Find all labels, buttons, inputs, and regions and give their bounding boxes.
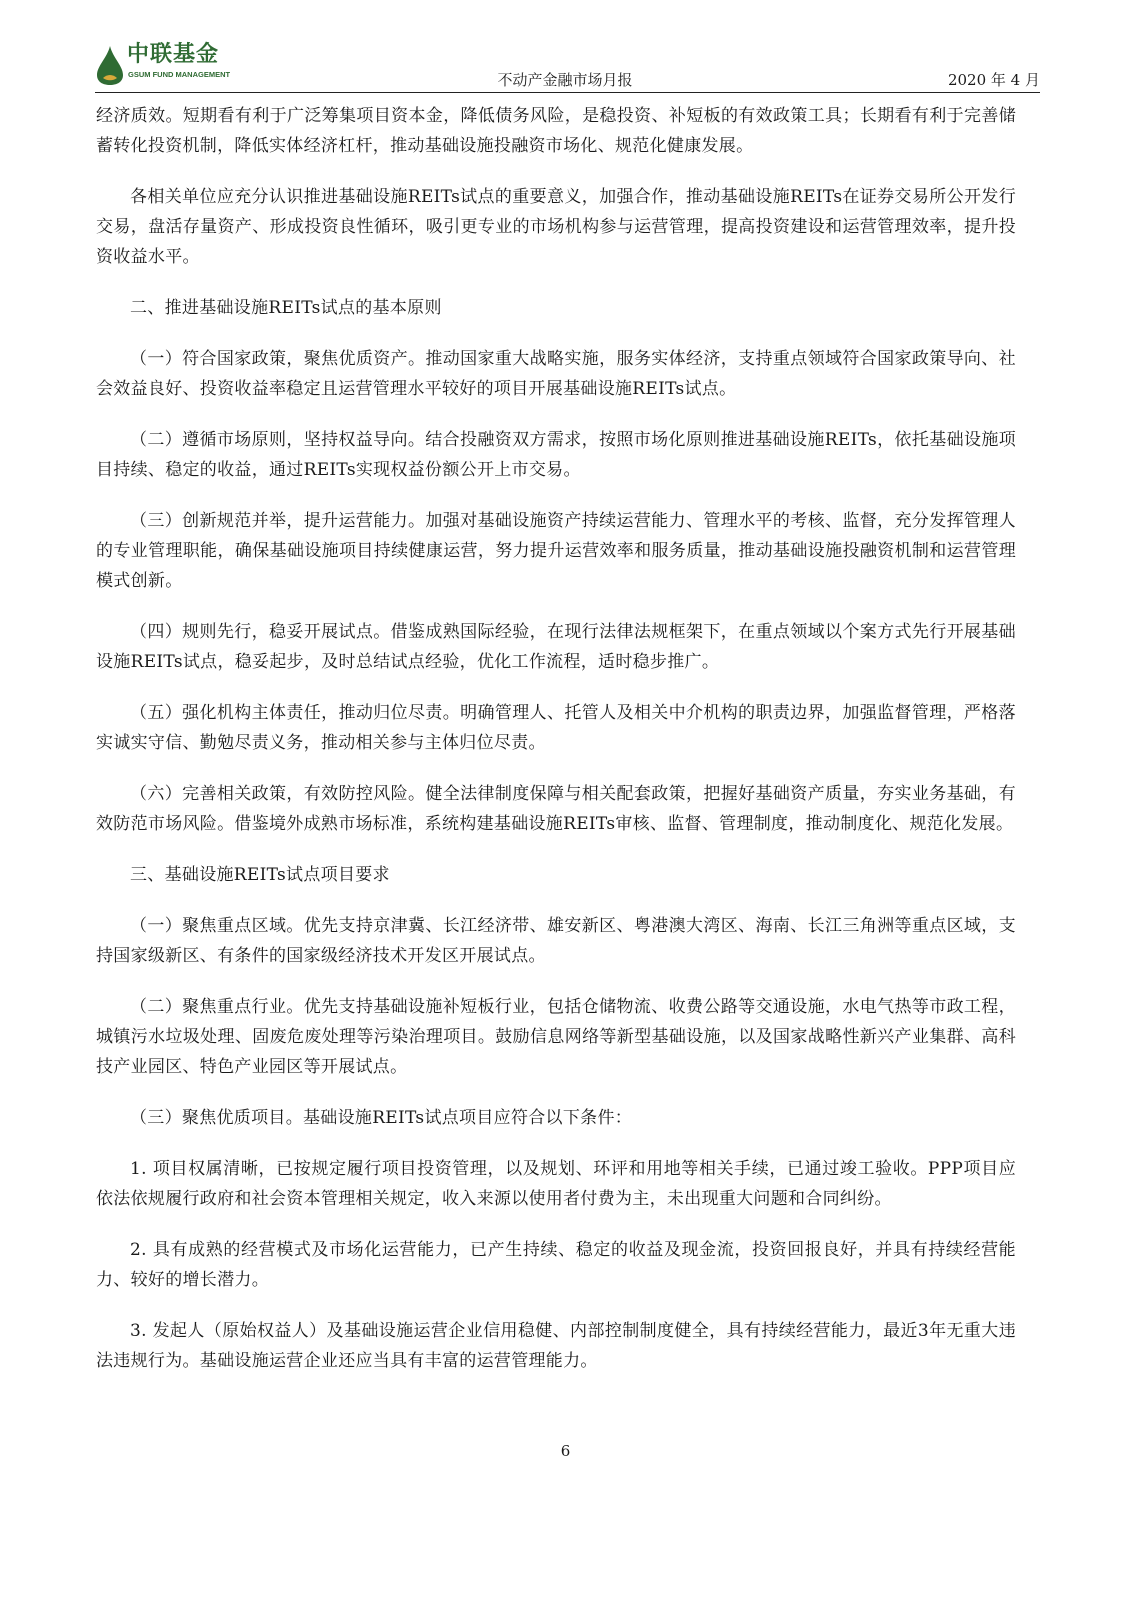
paragraph: （一）符合国家政策，聚焦优质资产。推动国家重大战略实施，服务实体经济，支持重点领域符合国家政策导向、社会效益良好、投资收益率稳定且运营管理水平较好的项目开展基础设施REITs试点。 xyxy=(96,349,1016,399)
paragraph-continuation: 经济质效。短期看有利于广泛筹集项目资本金，降低债务风险，是稳投资、补短板的有效政策工具；长期看有利于完善储蓄转化投资机制，降低实体经济杠杆，推动基础设施投融资市场化、规范化健康发展。 xyxy=(96,106,1016,156)
section-heading: 二、推进基础设施REITs试点的基本原则 xyxy=(130,298,442,318)
logo-drop-icon xyxy=(95,44,125,86)
report-title: 不动产金融市场月报 xyxy=(497,71,633,89)
paragraph: （一）聚焦重点区域。优先支持京津冀、长江经济带、雄安新区、粤港澳大湾区、海南、长江三角洲等重点区域，支持国家级新区、有条件的国家级经济技术开发区开展试点。 xyxy=(96,916,1016,966)
paragraph: （四）规则先行，稳妥开展试点。借鉴成熟国际经验，在现行法律法规框架下，在重点领域以个案方式先行开展基础设施REITs试点，稳妥起步，及时总结试点经验，优化工作流程，适时稳步推广。 xyxy=(96,622,1016,672)
page-number: 6 xyxy=(560,1442,571,1460)
logo-chinese-text: 中联基金 xyxy=(127,42,220,67)
list-item: 2. 具有成熟的经营模式及市场化运营能力，已产生持续、稳定的收益及现金流，投资回报良好，并具有持续经营能力、较好的增长潜力。 xyxy=(96,1240,1016,1290)
paragraph: （二）聚焦重点行业。优先支持基础设施补短板行业，包括仓储物流、收费公路等交通设施，水电气热等市政工程，城镇污水垃圾处理、固废危废处理等污染治理项目。鼓励信息网络等新型基础设施，以及国家战略性新兴产业集群、高科技产业园区、特色产业园区等开展试点。 xyxy=(96,997,1016,1077)
paragraph: 各相关单位应充分认识推进基础设施REITs试点的重要意义，加强合作，推动基础设施REITs在证券交易所公开发行交易，盘活存量资产、形成投资良性循环，吸引更专业的市场机构参与运营管理，提高投资建设和运营管理效率，提升投资收益水平。 xyxy=(96,187,1016,267)
logo-english-text: GSUM FUND MANAGEMENT xyxy=(128,70,231,79)
paragraph: （二）遵循市场原则，坚持权益导向。结合投融资双方需求，按照市场化原则推进基础设施REITs，依托基础设施项目持续、稳定的收益，通过REITs实现权益份额公开上市交易。 xyxy=(96,430,1016,480)
company-logo xyxy=(95,42,245,88)
paragraph: （六）完善相关政策，有效防控风险。健全法律制度保障与相关配套政策，把握好基础资产质量，夯实业务基础，有效防范市场风险。借鉴境外成熟市场标准，系统构建基础设施REITs审核、监督、管理制度，推动制度化、规范化发展。 xyxy=(96,784,1016,834)
document-body xyxy=(96,101,1016,1397)
paragraph: （三）聚焦优质项目。基础设施REITs试点项目应符合以下条件： xyxy=(130,1108,633,1128)
list-item: 3. 发起人（原始权益人）及基础设施运营企业信用稳健、内部控制制度健全，具有持续经营能力，最近3年无重大违法违规行为。基础设施运营企业还应当具有丰富的运营管理能力。 xyxy=(96,1321,1016,1371)
header-divider xyxy=(95,92,1040,93)
list-item: 1. 项目权属清晰，已按规定履行项目投资管理，以及规划、环评和用地等相关手续，已通过竣工验收。PPP项目应依法依规履行政府和社会资本管理相关规定，收入来源以使用者付费为主，未出现重大问题和合同纠纷。 xyxy=(96,1159,1016,1209)
page-header xyxy=(95,42,1040,92)
report-date: 2020 年 4 月 xyxy=(947,71,1040,89)
paragraph: （三）创新规范并举，提升运营能力。加强对基础设施资产持续运营能力、管理水平的考核、监督，充分发挥管理人的专业管理职能，确保基础设施项目持续健康运营，努力提升运营效率和服务质量，推动基础设施投融资机制和运营管理模式创新。 xyxy=(96,511,1016,591)
paragraph: （五）强化机构主体责任，推动归位尽责。明确管理人、托管人及相关中介机构的职责边界，加强监督管理，严格落实诚实守信、勤勉尽责义务，推动相关参与主体归位尽责。 xyxy=(96,703,1016,753)
section-heading: 三、基础设施REITs试点项目要求 xyxy=(130,865,390,885)
